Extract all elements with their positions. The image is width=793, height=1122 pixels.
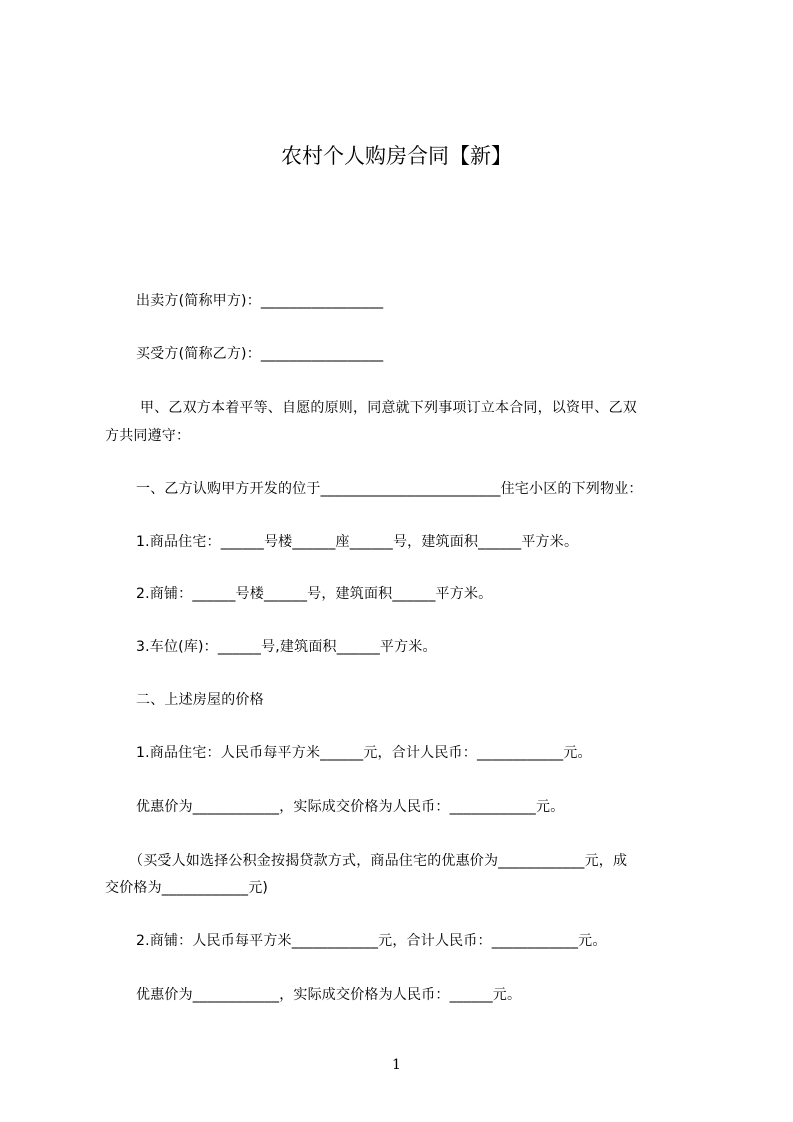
preamble-line-2: 方共同遵守： — [105, 428, 191, 444]
preamble-line-1: 甲、乙双方本着平等、自愿的原则，同意就下列事项订立本合同，以资甲、乙双 — [140, 400, 637, 416]
price-residence: 1.商品住宅：人民币每平方米______元，合计人民币：____________元。 — [136, 745, 592, 761]
seller-line: 出卖方(简称甲方)：_________________ — [136, 293, 384, 309]
section-1-heading: 一、乙方认购甲方开发的位于_________________________住宅小区的下列物业： — [136, 481, 643, 497]
discount-residence: 优惠价为____________，实际成交价格为人民币：____________元。 — [136, 799, 565, 815]
provident-fund-line-1: （买受人如选择公积金按揭贷款方式，商品住宅的优惠价为____________元，成 — [129, 853, 628, 869]
provident-fund-line-2: 交价格为____________元) — [105, 880, 269, 896]
item-shop: 2.商铺：______号楼______号，建筑面积______平方米。 — [136, 586, 493, 602]
buyer-line: 买受方(简称乙方)：_________________ — [136, 346, 384, 362]
item-parking: 3.车位(库)：______号,建筑面积______平方米。 — [136, 639, 437, 655]
price-shop: 2.商铺：人民币每平方米____________元，合计人民币：____________元。 — [136, 933, 607, 949]
discount-shop: 优惠价为____________，实际成交价格为人民币：______元。 — [136, 987, 522, 1003]
page-number: 1 — [392, 1057, 401, 1073]
section-2-heading: 二、上述房屋的价格 — [136, 692, 264, 708]
item-residence: 1.商品住宅：______号楼______座______号，建筑面积______平方米。 — [136, 534, 579, 550]
document-title: 农村个人购房合同【新】 — [281, 144, 512, 168]
